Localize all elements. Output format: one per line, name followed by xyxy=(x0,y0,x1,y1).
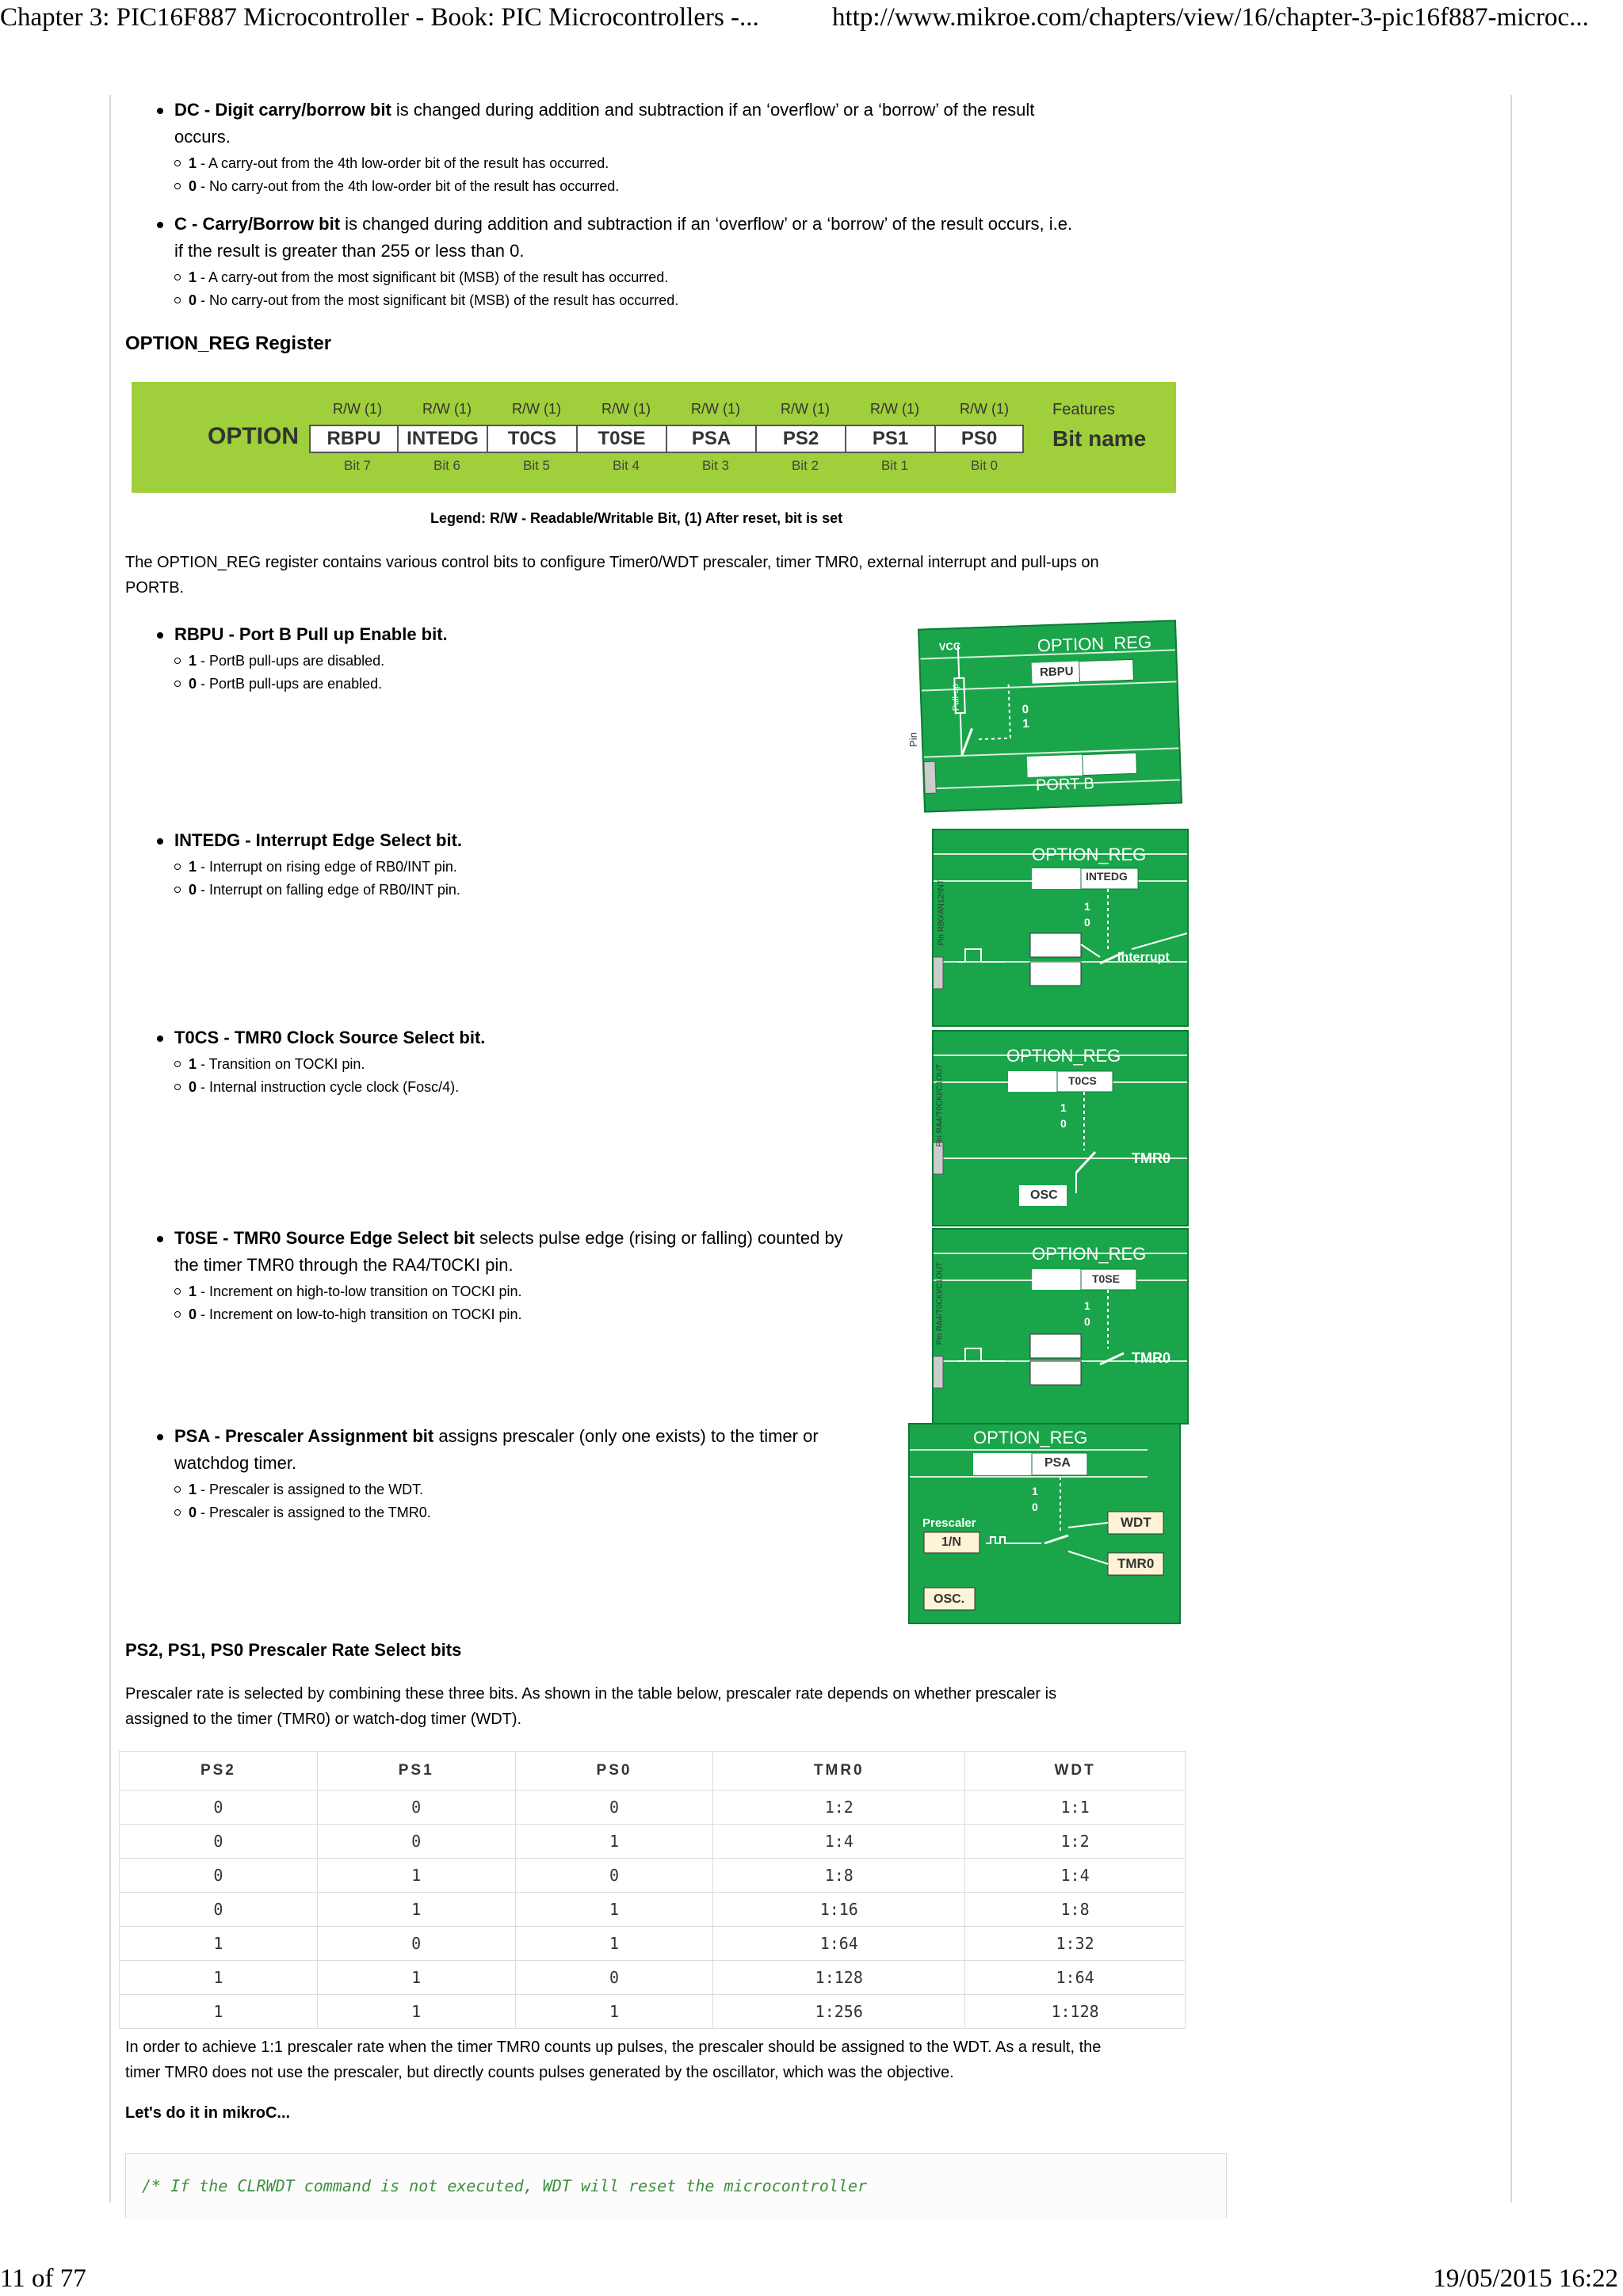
osc-label: OSC xyxy=(1030,1188,1058,1202)
state-1: 1 xyxy=(1032,1485,1038,1497)
pin-t0-label: Pin RA4/T0CKI/C1OUT xyxy=(935,1262,945,1345)
lets-do-it: Let's do it in mikroC... xyxy=(125,2104,291,2122)
table-cell: 1:256 xyxy=(713,1995,965,2029)
bit-option-1: 1 - Prescaler is assigned to the WDT. xyxy=(174,1478,888,1501)
bit-option-0: 0 - No carry-out from the 4th low-order bit of the result has occurred. xyxy=(174,175,1260,198)
bit-item-t0cs xyxy=(174,1024,888,1099)
rw-label: R/W (1) xyxy=(781,401,830,417)
table-cell: 1:32 xyxy=(965,1927,1186,1961)
table-cell: 1:8 xyxy=(965,1893,1186,1927)
register-label: OPTION xyxy=(208,423,300,449)
bit-desc-cont: if the result is greater than 255 or less than 0. xyxy=(174,241,525,261)
table-cell: 1:128 xyxy=(713,1961,965,1995)
t0cs-cell: T0CS xyxy=(1068,1074,1097,1087)
state-1: 1 xyxy=(1022,716,1029,731)
diagram-title: OPTION_REG xyxy=(1032,1244,1147,1264)
bit-name: T0SE - TMR0 Source Edge Select bit xyxy=(174,1228,475,1248)
bit-cell-t0se: T0SE xyxy=(576,425,667,453)
rw-label: R/W (1) xyxy=(333,401,382,417)
bit-number: Bit 2 xyxy=(791,458,819,473)
bit-desc: selects pulse edge (rising or falling) counted by xyxy=(474,1228,843,1248)
table-row xyxy=(120,1995,1186,2029)
state-0: 0 xyxy=(1084,916,1090,929)
tmr0-label: TMR0 xyxy=(1132,1150,1170,1166)
bit-desc: is changed during addition and subtraction if an ‘overflow’ or a ‘borrow’ of the result occurs, i.e. xyxy=(345,214,1073,234)
psa-diagram xyxy=(908,1423,1181,1624)
table-header: PS2 xyxy=(120,1752,318,1791)
bit-number: Bit 7 xyxy=(343,458,372,473)
bit-desc-cont: the timer TMR0 through the RA4/T0CKI pin. xyxy=(174,1255,514,1275)
bit-name: PSA - Prescaler Assignment bit xyxy=(174,1426,434,1446)
table-header: PS1 xyxy=(317,1752,515,1791)
bit-item-intedg xyxy=(174,827,888,902)
bit-desc: assigns prescaler (only one exists) to the timer or xyxy=(433,1426,819,1446)
table-header-row xyxy=(120,1752,1186,1791)
diagram-title: OPTION_REG xyxy=(1006,1046,1121,1066)
bit-desc-cont: watchdog timer. xyxy=(174,1453,297,1473)
table-row xyxy=(120,1961,1186,1995)
portb-label: PORT B xyxy=(1035,775,1095,795)
prescaler-label: Prescaler xyxy=(922,1516,976,1530)
rbpu-diagram xyxy=(907,620,1182,812)
table-header: PS0 xyxy=(515,1752,713,1791)
page-counter: 11 of 77 xyxy=(0,2264,86,2293)
table-cell: 1:1 xyxy=(965,1791,1186,1825)
table-body xyxy=(120,1791,1186,2029)
code-block xyxy=(125,2153,1227,2218)
bit-cell-intedg: INTEDG xyxy=(397,425,488,453)
osc-label: OSC. xyxy=(934,1592,965,1606)
bit-number: Bit 0 xyxy=(970,458,999,473)
bit-item-c xyxy=(174,211,1260,312)
table-cell: 1 xyxy=(120,1927,318,1961)
intedg-cell: INTEDG xyxy=(1086,870,1128,883)
bit-cell-t0cs: T0CS xyxy=(487,425,578,453)
bit-option-1: 1 - A carry-out from the 4th low-order bit of the result has occurred. xyxy=(174,152,1260,175)
t0se-diagram xyxy=(932,1228,1189,1425)
features-label: Features xyxy=(1052,401,1115,418)
bit-number: Bit 5 xyxy=(522,458,551,473)
bit-option-0: 0 - No carry-out from the most significant bit (MSB) of the result has occurred. xyxy=(174,289,1260,312)
bit-name: C - Carry/Borrow bit xyxy=(174,214,341,234)
bit-option-1: 1 - PortB pull-ups are disabled. xyxy=(174,650,888,673)
table-cell: 1 xyxy=(317,1995,515,2029)
state-0: 0 xyxy=(1060,1117,1067,1130)
rw-label: R/W (1) xyxy=(422,401,472,417)
prescaler-after: In order to achieve 1:1 prescaler rate when the timer TMR0 counts up pulses, the prescaler should be assigned to the WDT. As a result, the timer TMR0 does not use the prescaler, but directly counts pulses generated by the oscillator, which was the objective. xyxy=(125,2039,1102,2081)
rw-label: R/W (1) xyxy=(601,401,651,417)
pin-label: Pin xyxy=(907,731,920,748)
table-cell: 1 xyxy=(515,1927,713,1961)
tmr0-label: TMR0 xyxy=(1117,1556,1155,1571)
bit-option-1: 1 - A carry-out from the most significant bit (MSB) of the result has occurred. xyxy=(174,266,1260,289)
t0cs-diagram xyxy=(932,1030,1189,1226)
interrupt-label: Interrupt xyxy=(1117,951,1170,964)
bit-item-t0se xyxy=(174,1225,888,1326)
state-0: 0 xyxy=(1022,702,1029,717)
prescaler-heading: PS2, PS1, PS0 Prescaler Rate Select bits xyxy=(125,1640,462,1660)
bit-cell-ps0: PS0 xyxy=(934,425,1024,453)
table-cell: 1 xyxy=(515,1995,713,2029)
diagram-title: OPTION_REG xyxy=(1032,845,1147,864)
table-row xyxy=(120,1825,1186,1859)
t0se-cell: T0SE xyxy=(1092,1272,1121,1285)
table-cell: 0 xyxy=(120,1825,318,1859)
table-cell: 1 xyxy=(120,1995,318,2029)
option-reg-heading: OPTION_REG Register xyxy=(125,333,332,354)
table-cell: 0 xyxy=(120,1791,318,1825)
table-cell: 0 xyxy=(515,1961,713,1995)
intedg-diagram xyxy=(932,829,1189,1027)
bit-cell-ps2: PS2 xyxy=(755,425,846,453)
bullet xyxy=(157,222,163,228)
table-cell: 1:64 xyxy=(713,1927,965,1961)
pullup-label: Pull-up xyxy=(950,683,961,711)
bit-name: DC - Digit carry/borrow bit xyxy=(174,100,391,120)
bit-name: T0CS - TMR0 Clock Source Select bit. xyxy=(174,1028,486,1047)
code-comment: /* If the CLRWDT command is not executed, WDT will reset the microcontroller xyxy=(142,2176,868,2195)
option-reg-figure xyxy=(132,382,1176,493)
pin-int-label: Pin RB0/AN12/INT xyxy=(937,879,946,946)
bit-option-1: 1 - Interrupt on rising edge of RB0/INT pin. xyxy=(174,856,888,879)
bit-item-dc xyxy=(174,97,1260,198)
rw-label: R/W (1) xyxy=(960,401,1009,417)
table-cell: 0 xyxy=(317,1825,515,1859)
table-cell: 1:16 xyxy=(713,1893,965,1927)
table-cell: 1:64 xyxy=(965,1961,1186,1995)
prescaler-table xyxy=(119,1751,1186,2029)
psa-cell: PSA xyxy=(1044,1456,1071,1470)
rw-label: R/W (1) xyxy=(870,401,919,417)
print-datetime: 19/05/2015 16:22 xyxy=(1433,2264,1618,2293)
register-legend: Legend: R/W - Readable/Writable Bit, (1) After reset, bit is set xyxy=(430,510,843,526)
bit-number: Bit 3 xyxy=(701,458,730,473)
bit-desc-cont: occurs. xyxy=(174,127,231,147)
one-n-label: 1/N xyxy=(941,1535,961,1549)
table-header: WDT xyxy=(965,1752,1186,1791)
tmr0-label: TMR0 xyxy=(1132,1350,1170,1366)
bit-number: Bit 1 xyxy=(880,458,909,473)
table-cell: 1 xyxy=(317,1893,515,1927)
bit-option-1: 1 - Transition on TOCKI pin. xyxy=(174,1053,888,1076)
bit-item-psa xyxy=(174,1423,888,1524)
prescaler-intro: Prescaler rate is selected by combining these three bits. As shown in the table below, prescaler rate depends on whether prescaler is assigned to the timer (TMR0) or watch-dog timer (WDT). xyxy=(125,1685,1057,1728)
bit-cell-ps1: PS1 xyxy=(845,425,936,453)
pin-t0-label: Pin RA4/T0CKI/C1OUT xyxy=(935,1064,945,1147)
table-cell: 1:8 xyxy=(713,1859,965,1893)
bit-name: INTEDG - Interrupt Edge Select bit. xyxy=(174,830,463,850)
bit-option-0: 0 - Increment on low-to-high transition on TOCKI pin. xyxy=(174,1303,888,1326)
table-cell: 0 xyxy=(120,1859,318,1893)
rw-label: R/W (1) xyxy=(512,401,561,417)
table-row xyxy=(120,1859,1186,1893)
bit-name-label: Bit name xyxy=(1052,426,1147,451)
table-cell: 0 xyxy=(515,1859,713,1893)
page-url[interactable]: http://www.mikroe.com/chapters/view/16/chapter-3-pic16f887-microc... xyxy=(832,3,1589,32)
table-header: TMR0 xyxy=(713,1752,965,1791)
bit-cell-rbpu: RBPU xyxy=(309,425,399,453)
rw-label: R/W (1) xyxy=(691,401,740,417)
content-border-left xyxy=(109,95,111,2203)
table-cell: 1 xyxy=(120,1961,318,1995)
wdt-label: WDT xyxy=(1121,1515,1151,1530)
table-row xyxy=(120,1927,1186,1961)
page-title: Chapter 3: PIC16F887 Microcontroller - Book: PIC Microcontrollers -... xyxy=(0,3,759,32)
diagram-title: OPTION_REG xyxy=(1037,631,1152,656)
state-1: 1 xyxy=(1060,1101,1067,1114)
bit-option-0: 0 - PortB pull-ups are enabled. xyxy=(174,673,888,696)
table-cell: 1 xyxy=(515,1825,713,1859)
content-border-right xyxy=(1510,95,1512,2203)
bit-option-1: 1 - Increment on high-to-low transition on TOCKI pin. xyxy=(174,1280,888,1303)
state-0: 0 xyxy=(1032,1501,1038,1513)
bit-number: Bit 6 xyxy=(433,458,461,473)
bit-name: RBPU - Port B Pull up Enable bit. xyxy=(174,624,448,644)
table-cell: 1:4 xyxy=(965,1859,1186,1893)
vcc-label: VCC xyxy=(938,639,961,653)
bit-option-0: 0 - Internal instruction cycle clock (Fosc/4). xyxy=(174,1076,888,1099)
rbpu-cell: RBPU xyxy=(1039,664,1074,680)
state-0: 0 xyxy=(1084,1315,1090,1328)
table-cell: 1:2 xyxy=(713,1791,965,1825)
diagram-title: OPTION_REG xyxy=(973,1428,1088,1447)
state-1: 1 xyxy=(1084,900,1090,913)
table-row xyxy=(120,1893,1186,1927)
table-row xyxy=(120,1791,1186,1825)
table-cell: 1:2 xyxy=(965,1825,1186,1859)
bullet xyxy=(157,108,163,114)
bit-number: Bit 4 xyxy=(612,458,640,473)
table-cell: 1 xyxy=(515,1893,713,1927)
bit-option-0: 0 - Prescaler is assigned to the TMR0. xyxy=(174,1501,888,1524)
table-cell: 1:4 xyxy=(713,1825,965,1859)
state-1: 1 xyxy=(1084,1299,1090,1312)
bit-option-0: 0 - Interrupt on falling edge of RB0/INT pin. xyxy=(174,879,888,902)
bit-desc: is changed during addition and subtraction if an ‘overflow’ or a ‘borrow’ of the result xyxy=(395,100,1035,120)
table-cell: 0 xyxy=(120,1893,318,1927)
table-cell: 0 xyxy=(317,1927,515,1961)
bit-item-rbpu xyxy=(174,621,888,696)
table-cell: 1 xyxy=(317,1859,515,1893)
bit-cell-psa: PSA xyxy=(666,425,757,453)
table-cell: 1:128 xyxy=(965,1995,1186,2029)
table-cell: 1 xyxy=(317,1961,515,1995)
table-cell: 0 xyxy=(515,1791,713,1825)
table-cell: 0 xyxy=(317,1791,515,1825)
option-reg-intro: The OPTION_REG register contains various control bits to configure Timer0/WDT prescaler, timer TMR0, external interrupt and pull-ups on PORTB. xyxy=(125,554,1099,597)
